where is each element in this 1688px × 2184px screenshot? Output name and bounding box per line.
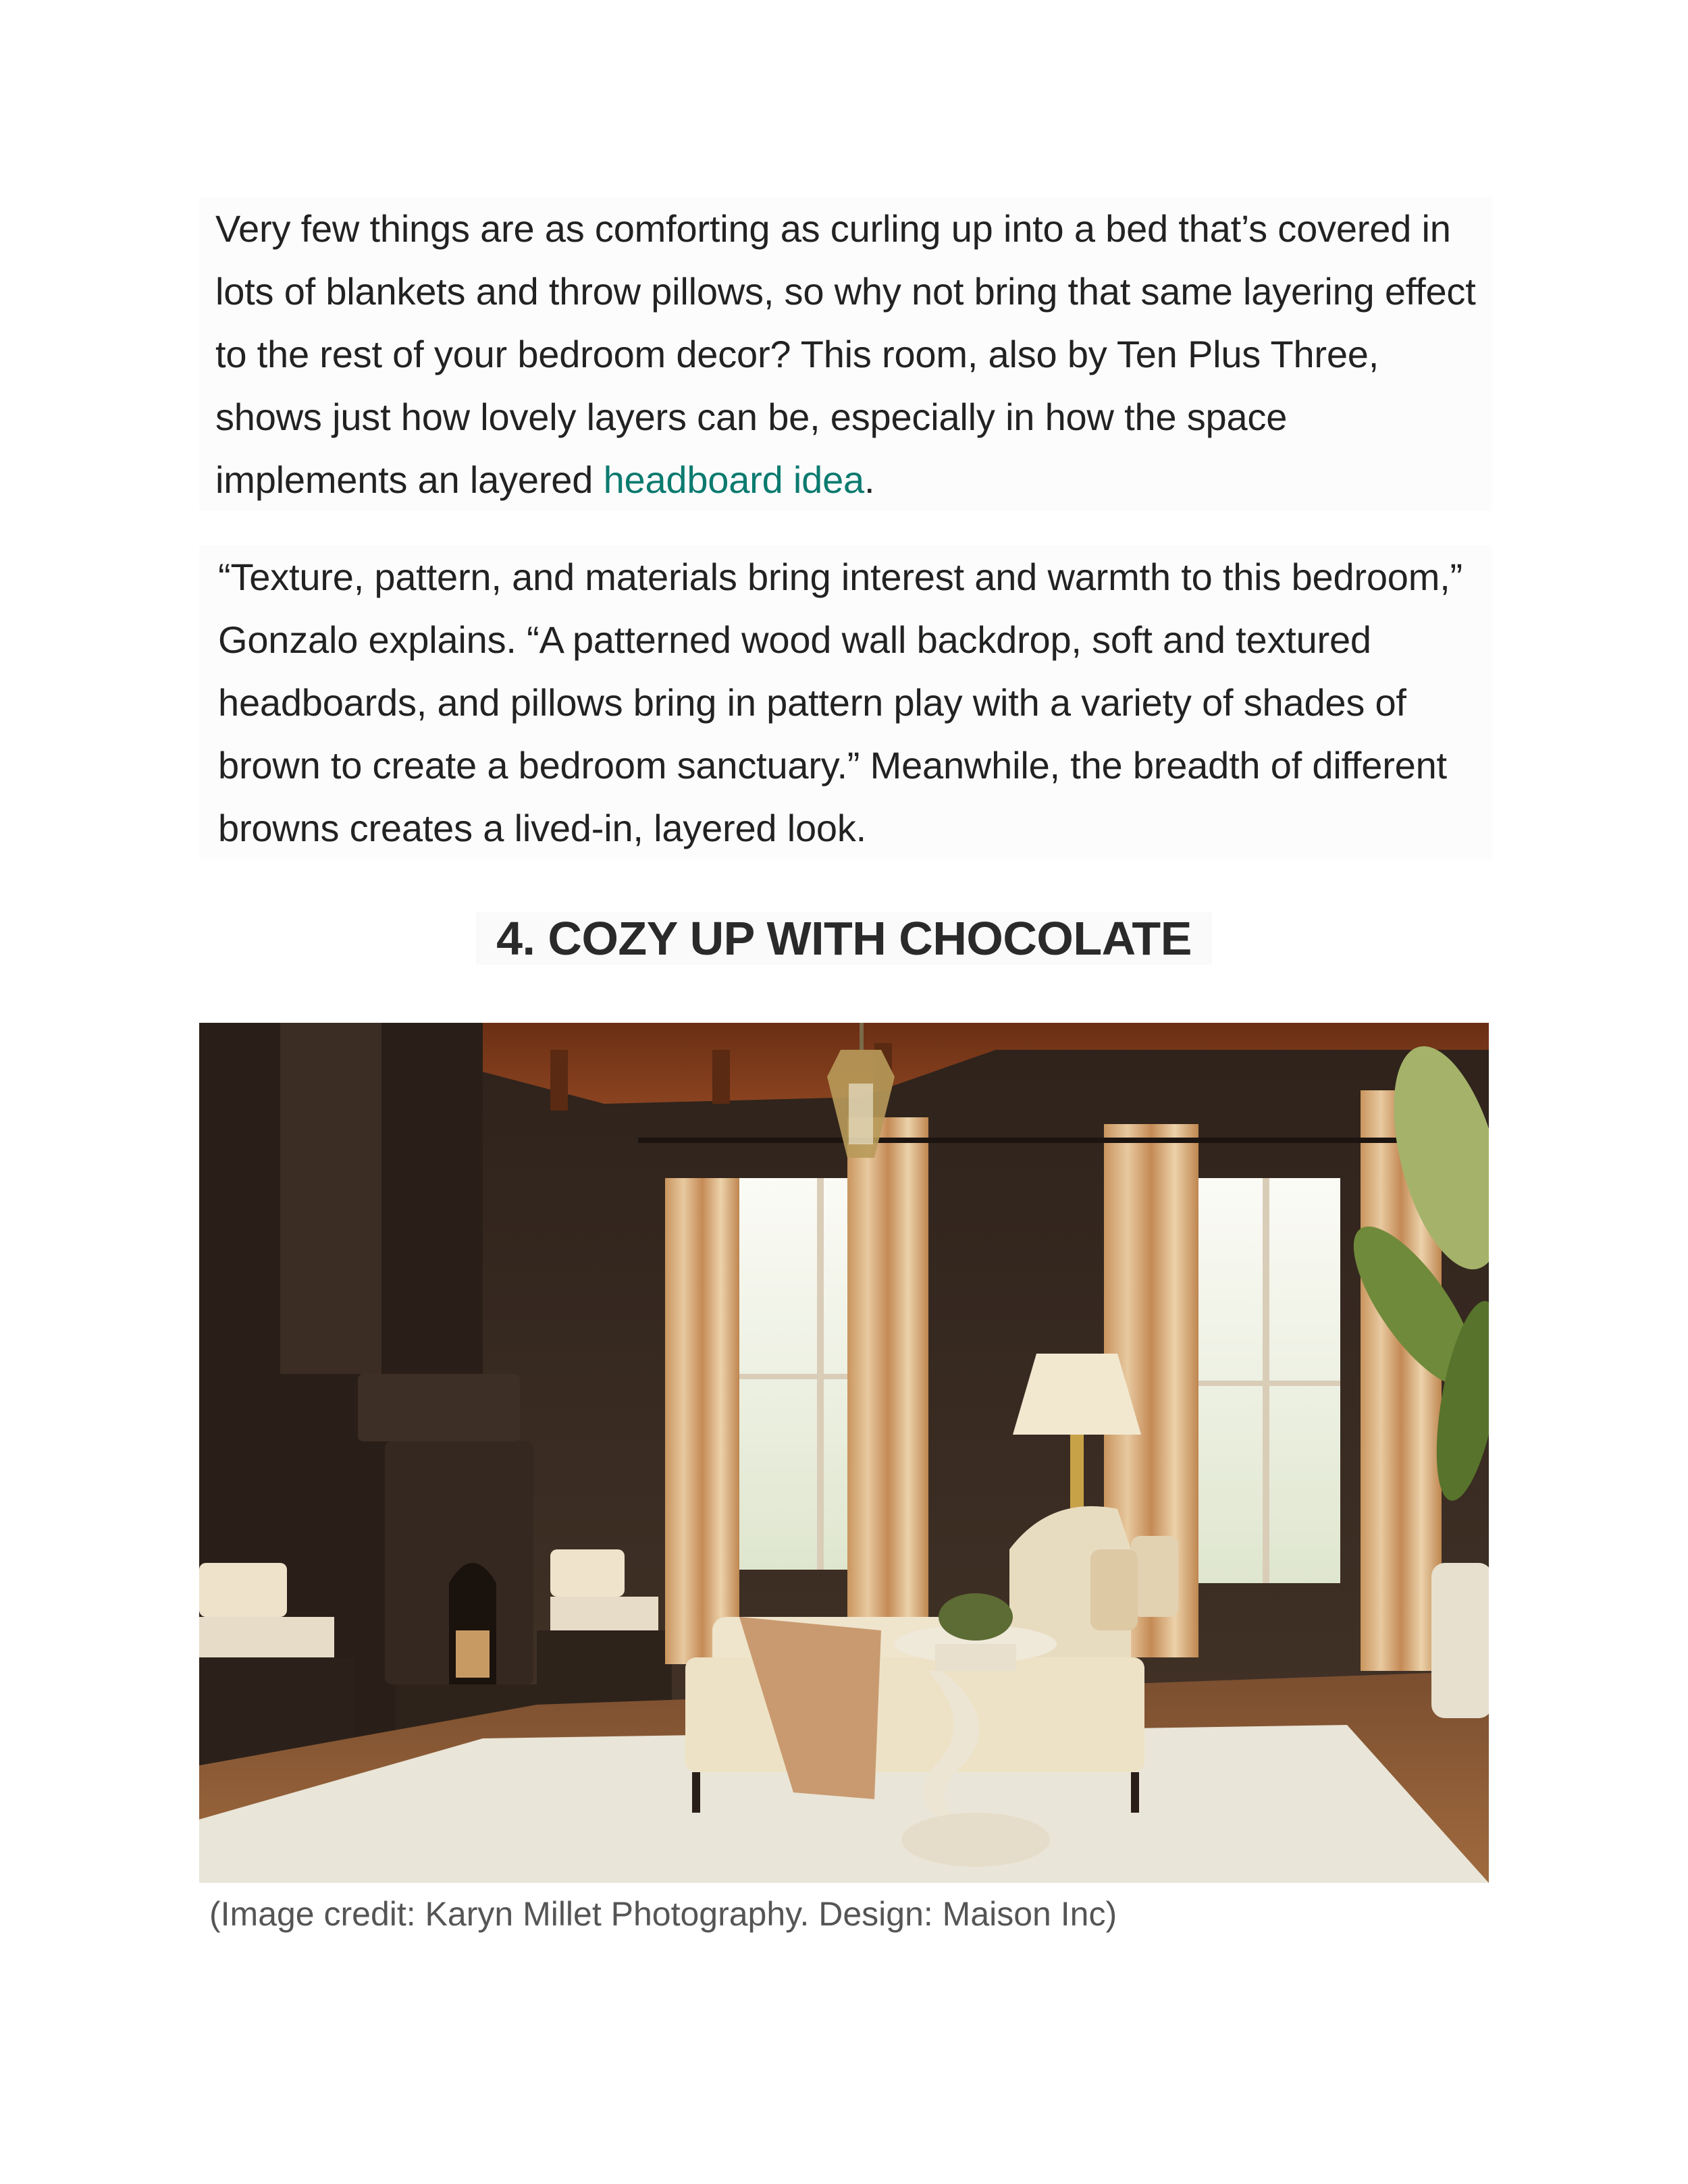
section-heading [0,905,1688,972]
paragraph-layering [199,197,1492,511]
paragraph-layering-text: Very few things are as comforting as curling up into a bed that’s covered in lots of blankets and throw pillows, so why not bring that same layering effect to the rest of your bedroom decor? This room, also by Ten Plus Three, shows just how lovely layers can be, especially in how the space implements an layered [215,207,1476,501]
image-caption: (Image credit: Karyn Millet Photography. Design: Maison Inc) [209,1895,1117,1933]
paragraph-layering-end: . [864,458,875,501]
section-heading-text: 4. COZY UP WITH CHOCOLATE [476,912,1212,965]
bedroom-photo [199,1023,1489,1883]
headboard-idea-link[interactable]: headboard idea [603,458,865,501]
paragraph-quote: “Texture, pattern, and materials bring interest and warmth to this bedroom,” Gonzalo explains. “A patterned wood wall backdrop, soft and textured headboards, and pillows bring in pattern play with a variety of shades of brown to create a bedroom sanctuary.” Meanwhile, the breadth of different browns creates a lived-in, layered look. [199,545,1492,859]
